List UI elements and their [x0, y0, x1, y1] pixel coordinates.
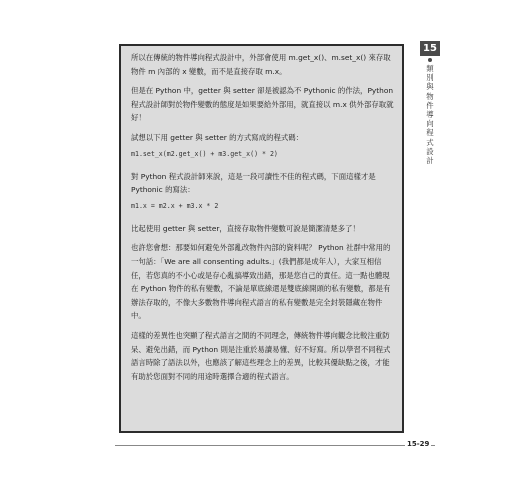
bullet-icon — [428, 58, 432, 62]
paragraph: 對 Python 程式設計師來說，這是一段可讀性不佳的程式碼，下面這樣才是 Pythonic 的寫法： — [131, 171, 376, 195]
paragraph: 也許您會想：那要如何避免外部亂改物件內部的資料呢？ Python 社群中常用的一句話：「We are all consenting adults.」(我們都是成年人），大家互相信任，若您真的不小心或是存心亂搞導致出錯，那是您自己的責任。這一點也體現在 Python 物件的私有變數，不論是單底線還是雙底線開頭的私有變數，都是有辦法存取的，不像大多數物件導向程式語言的私有變數是完全封裝隱藏在物件中。 — [131, 243, 391, 321]
footer-rule — [115, 445, 435, 446]
chapter-title-vertical: 類別與物件導向程式設計 — [426, 64, 434, 166]
paragraph: 所以在傳統的物件導向程式設計中，外部會使用 m.get_x()、m.set_x() 來存取物件 m 內部的 x 變數，而不是直接存取 m.x。 — [131, 53, 391, 76]
paragraph: 試想以下用 getter 與 setter 的方式寫成的程式碼： — [131, 132, 304, 142]
paragraph: 但是在 Python 中，getter 與 setter 卻是被認為不 Pythonic 的作法，Python 程式設計師對於物件變數的態度是如果要給外部用，就直接以 m.x 供外部存取就好！ — [131, 86, 394, 123]
paragraph: 比起使用 getter 與 setter，直接存取物件變數可說是簡潔清楚多了！ — [131, 223, 360, 233]
code-example-pythonic: m1.x = m2.x + m3.x * 2 — [131, 201, 219, 210]
page-body — [131, 51, 396, 389]
paragraph: 這樣的差異性也突顯了程式語言之間的不同理念，傳統物件導向觀念比較注重防呆、避免出錯，而 Python 則是注重於易讀易懂、好不好寫。所以學習不同程式語言時除了語法以外，也應該了解這些理念上的差異，比較其優缺點之後，才能有助於您面對不同的用途時選擇合適的程式語言。 — [131, 330, 391, 381]
page-number: 15-29 — [407, 440, 430, 448]
chapter-number-tab: 15 — [420, 41, 440, 56]
code-example-getter-setter: m1.set_x(m2.get_x() + m3.get_x() * 2) — [131, 149, 278, 158]
